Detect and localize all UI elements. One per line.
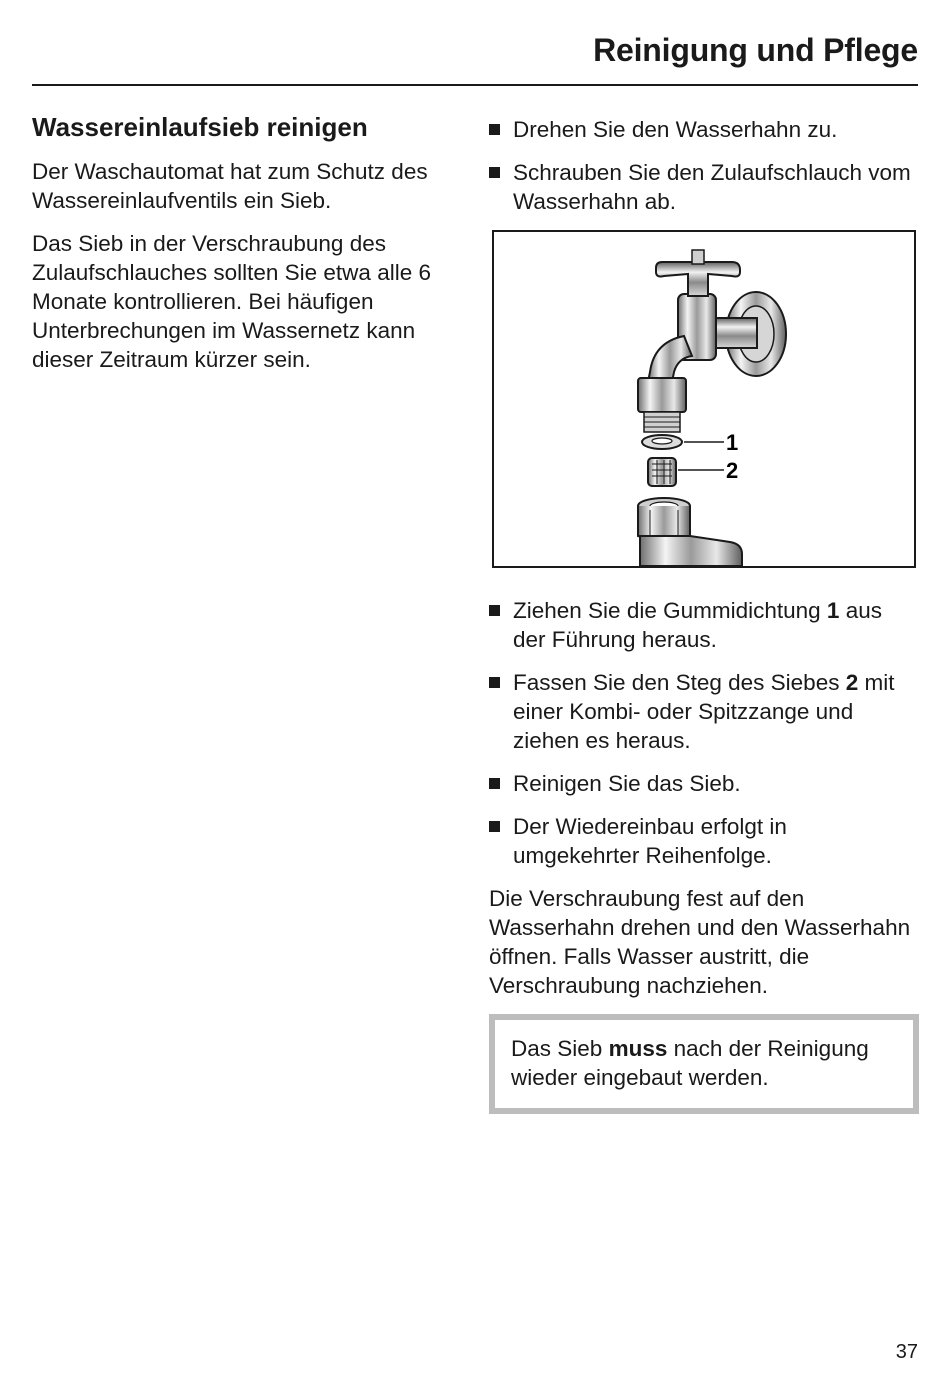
interval-paragraph: Das Sieb in der Verschraubung des Zulaufschlauches sollten Sie etwa alle 6 Monate kontrollieren. Bei häufigen Unterbrechungen im Wassernetz kann dieser Zeitraum kürzer sein. [32,231,431,372]
step-text: Ziehen Sie die Gummidichtung [513,598,827,623]
bullet-square-icon [489,821,500,832]
step-unscrew-hose [489,158,919,216]
tap-handle-icon [656,250,740,296]
thread-icon [644,412,680,432]
step-reassemble [489,812,919,870]
step-text: Fassen Sie den Steg des Siebes [513,670,846,695]
intro-paragraph: Der Waschautomat hat zum Schutz des Wassereinlaufventils ein Sieb. [32,159,428,213]
step-text: Reinigen Sie das Sieb. [513,771,741,796]
step-ref-bold: 1 [826,598,840,623]
bullet-square-icon [489,677,500,688]
note-box [489,1014,919,1114]
step-clean-strainer [489,769,919,798]
strainer-icon [648,458,676,486]
hose-coupling-icon [638,498,690,540]
title-divider [32,84,918,86]
left-column [32,112,462,388]
right-column [489,115,919,1114]
note-text: nach der Reinigung wieder eingebaut werden. [511,1036,869,1090]
step-close-tap [489,115,919,144]
page-number: 37 [895,1341,918,1363]
section-heading: Wassereinlaufsieb reinigen [32,112,368,142]
note-emphasis: muss [608,1036,668,1061]
step-text: Schrauben Sie den Zulaufschlauch vom Wasserhahn ab. [513,160,911,214]
bullet-square-icon [489,167,500,178]
step-ref-bold: 2 [845,670,859,695]
step-text: mit einer Kombi- oder Spitzzange und ziehen es heraus. [513,670,895,753]
step-remove-strainer [489,668,919,755]
bullet-square-icon [489,124,500,135]
bullet-square-icon [489,778,500,789]
spout-nut-icon [638,378,686,412]
note-text: Das Sieb [511,1036,609,1061]
step-text: Drehen Sie den Wasserhahn zu. [513,117,838,142]
figure-label-2: 2 [726,458,739,483]
closing-paragraph: Die Verschraubung fest auf den Wasserhahn drehen und den Wasserhahn öffnen. Falls Wasser austritt, die Verschraubung nachziehen. [489,886,911,998]
bullet-square-icon [489,605,500,616]
step-text: Der Wiedereinbau erfolgt in umgekehrter Reihenfolge. [513,814,787,868]
tap-illustration-svg [494,232,914,566]
figure-label-1: 1 [726,430,739,455]
rubber-seal-icon [642,435,682,449]
step-text: aus der Führung heraus. [513,598,882,652]
hose-icon [640,536,742,566]
tap-illustration [492,230,916,568]
page-title: Reinigung und Pflege [593,32,918,68]
step-remove-seal [489,596,919,654]
